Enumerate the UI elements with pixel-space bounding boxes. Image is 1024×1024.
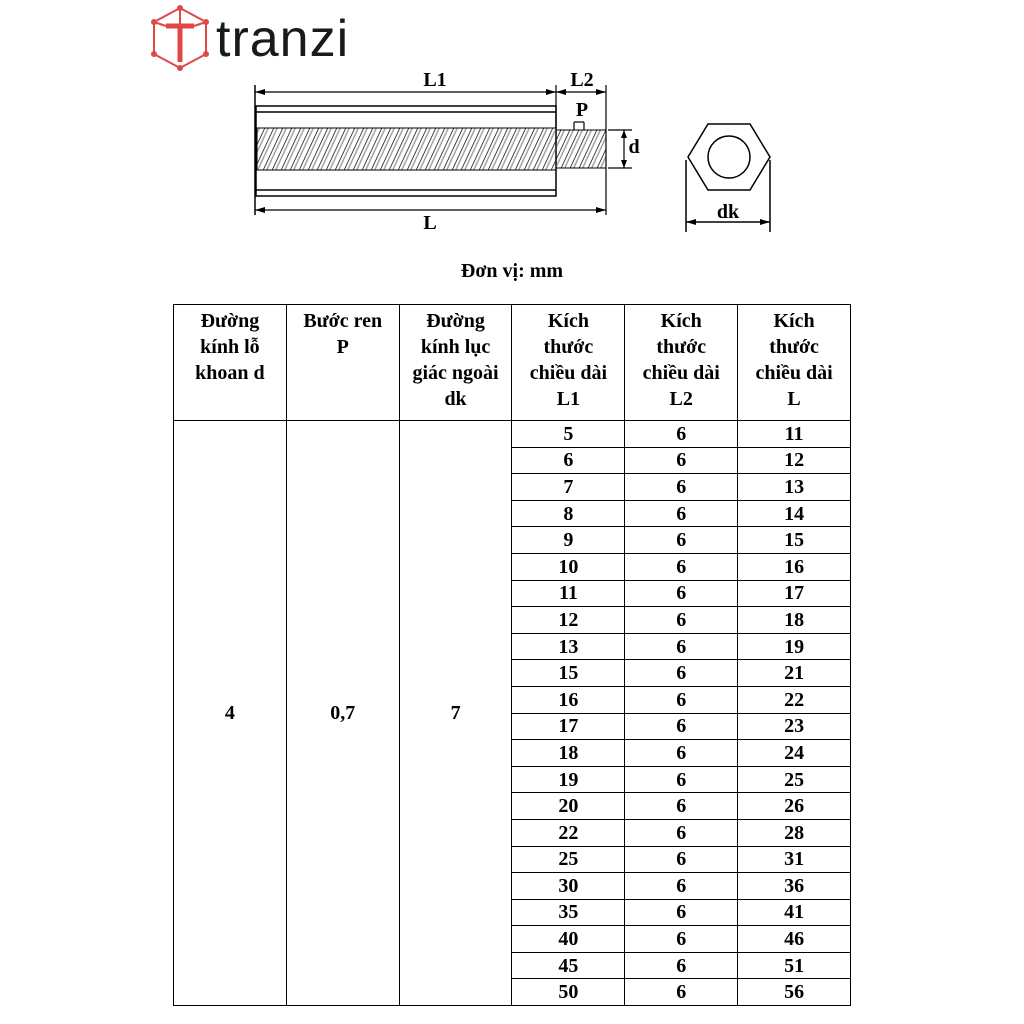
cell-l1: 13 bbox=[512, 633, 625, 660]
cell-l: 31 bbox=[738, 846, 851, 873]
header-line: Kích bbox=[547, 310, 589, 332]
cell-l1: 6 bbox=[512, 447, 625, 474]
unit-label: Đơn vị: mm bbox=[460, 260, 564, 282]
logo-text: tranzi bbox=[216, 10, 350, 68]
header-line: thước bbox=[656, 336, 707, 358]
cell-l2: 6 bbox=[625, 819, 738, 846]
cell-l: 41 bbox=[738, 899, 851, 926]
header-pitch bbox=[286, 305, 399, 421]
header-length-l1 bbox=[512, 305, 625, 421]
cell-l: 18 bbox=[738, 607, 851, 634]
cell-l1: 20 bbox=[512, 793, 625, 820]
header-line: L bbox=[787, 388, 801, 410]
label-l1: L1 bbox=[423, 69, 447, 91]
header-line: chiều dài bbox=[529, 362, 608, 384]
cell-l1: 17 bbox=[512, 713, 625, 740]
cell-l: 17 bbox=[738, 580, 851, 607]
cell-l2: 6 bbox=[625, 899, 738, 926]
cell-l1: 45 bbox=[512, 952, 625, 979]
cell-l2: 6 bbox=[625, 766, 738, 793]
cell-l: 14 bbox=[738, 500, 851, 527]
cell-drill-diameter: 4 bbox=[174, 421, 287, 1006]
label-l: L bbox=[423, 212, 437, 234]
cell-l1: 10 bbox=[512, 553, 625, 580]
header-line: kính lục bbox=[420, 336, 491, 358]
table-header-row bbox=[174, 305, 851, 421]
cell-l: 56 bbox=[738, 979, 851, 1006]
label-p: P bbox=[575, 99, 589, 121]
spec-table bbox=[173, 304, 851, 1006]
header-line: Bước ren bbox=[303, 310, 383, 332]
cell-l1: 8 bbox=[512, 500, 625, 527]
header-line: thước bbox=[769, 336, 819, 358]
header-line: P bbox=[336, 336, 349, 358]
cell-l2: 6 bbox=[625, 553, 738, 580]
cell-l1: 19 bbox=[512, 766, 625, 793]
cell-l2: 6 bbox=[625, 740, 738, 767]
header-line: Kích bbox=[660, 310, 702, 332]
cell-l2: 6 bbox=[625, 660, 738, 687]
header-drill-diameter bbox=[174, 305, 287, 421]
cell-l: 25 bbox=[738, 766, 851, 793]
cell-l2: 6 bbox=[625, 979, 738, 1006]
thread-inside bbox=[257, 128, 556, 170]
cell-l: 22 bbox=[738, 686, 851, 713]
cell-l1: 15 bbox=[512, 660, 625, 687]
header-line: kính lỗ bbox=[200, 336, 260, 358]
header-length-l2 bbox=[625, 305, 738, 421]
cell-l: 16 bbox=[738, 553, 851, 580]
cell-l: 19 bbox=[738, 633, 851, 660]
label-l2: L2 bbox=[570, 69, 594, 91]
cell-l2: 6 bbox=[625, 580, 738, 607]
cell-l: 11 bbox=[738, 421, 851, 448]
header-line: khoan d bbox=[195, 362, 265, 384]
header-line: L2 bbox=[669, 388, 693, 410]
table-row bbox=[174, 421, 851, 448]
cell-l: 21 bbox=[738, 660, 851, 687]
cell-l2: 6 bbox=[625, 447, 738, 474]
cell-l2: 6 bbox=[625, 793, 738, 820]
cell-l2: 6 bbox=[625, 952, 738, 979]
header-line: Kích bbox=[773, 310, 815, 332]
spacer-diagram bbox=[0, 0, 1024, 250]
cell-l1: 35 bbox=[512, 899, 625, 926]
cell-l: 46 bbox=[738, 926, 851, 953]
header-line: L1 bbox=[556, 388, 581, 410]
cell-l2: 6 bbox=[625, 421, 738, 448]
cell-l: 26 bbox=[738, 793, 851, 820]
cell-l2: 6 bbox=[625, 607, 738, 634]
cell-l1: 16 bbox=[512, 686, 625, 713]
cell-l: 24 bbox=[738, 740, 851, 767]
header-line: chiều dài bbox=[642, 362, 720, 384]
cell-l2: 6 bbox=[625, 500, 738, 527]
cell-l2: 6 bbox=[625, 527, 738, 554]
thread-outside bbox=[556, 130, 606, 168]
header-line: giác ngoài bbox=[412, 362, 499, 384]
cell-l2: 6 bbox=[625, 846, 738, 873]
cell-l2: 6 bbox=[625, 873, 738, 900]
header-line: Đường bbox=[200, 310, 260, 332]
header-hex-diameter bbox=[399, 305, 512, 421]
label-d: d bbox=[628, 136, 640, 158]
cell-l1: 12 bbox=[512, 607, 625, 634]
cell-l: 12 bbox=[738, 447, 851, 474]
cell-l1: 22 bbox=[512, 819, 625, 846]
cell-l1: 25 bbox=[512, 846, 625, 873]
cell-l2: 6 bbox=[625, 713, 738, 740]
table-body bbox=[174, 421, 851, 1006]
label-dk: dk bbox=[716, 201, 740, 223]
header-line: Đường bbox=[426, 310, 485, 332]
cell-l: 51 bbox=[738, 952, 851, 979]
cell-l1: 11 bbox=[512, 580, 625, 607]
cell-l1: 9 bbox=[512, 527, 625, 554]
cell-pitch: 0,7 bbox=[286, 421, 399, 1006]
cell-l1: 18 bbox=[512, 740, 625, 767]
cell-hex-diameter: 7 bbox=[399, 421, 512, 1006]
header-length-l bbox=[738, 305, 851, 421]
cell-l1: 7 bbox=[512, 474, 625, 501]
cell-l1: 50 bbox=[512, 979, 625, 1006]
header-line: dk bbox=[444, 388, 467, 410]
cell-l2: 6 bbox=[625, 633, 738, 660]
cell-l1: 5 bbox=[512, 421, 625, 448]
cell-l2: 6 bbox=[625, 474, 738, 501]
cell-l2: 6 bbox=[625, 926, 738, 953]
cell-l: 23 bbox=[738, 713, 851, 740]
cell-l: 28 bbox=[738, 819, 851, 846]
header-line: chiều dài bbox=[755, 362, 833, 384]
cell-l1: 40 bbox=[512, 926, 625, 953]
cell-l: 13 bbox=[738, 474, 851, 501]
cell-l: 15 bbox=[738, 527, 851, 554]
cell-l1: 30 bbox=[512, 873, 625, 900]
cell-l: 36 bbox=[738, 873, 851, 900]
cell-l2: 6 bbox=[625, 686, 738, 713]
header-line: thước bbox=[543, 336, 594, 358]
